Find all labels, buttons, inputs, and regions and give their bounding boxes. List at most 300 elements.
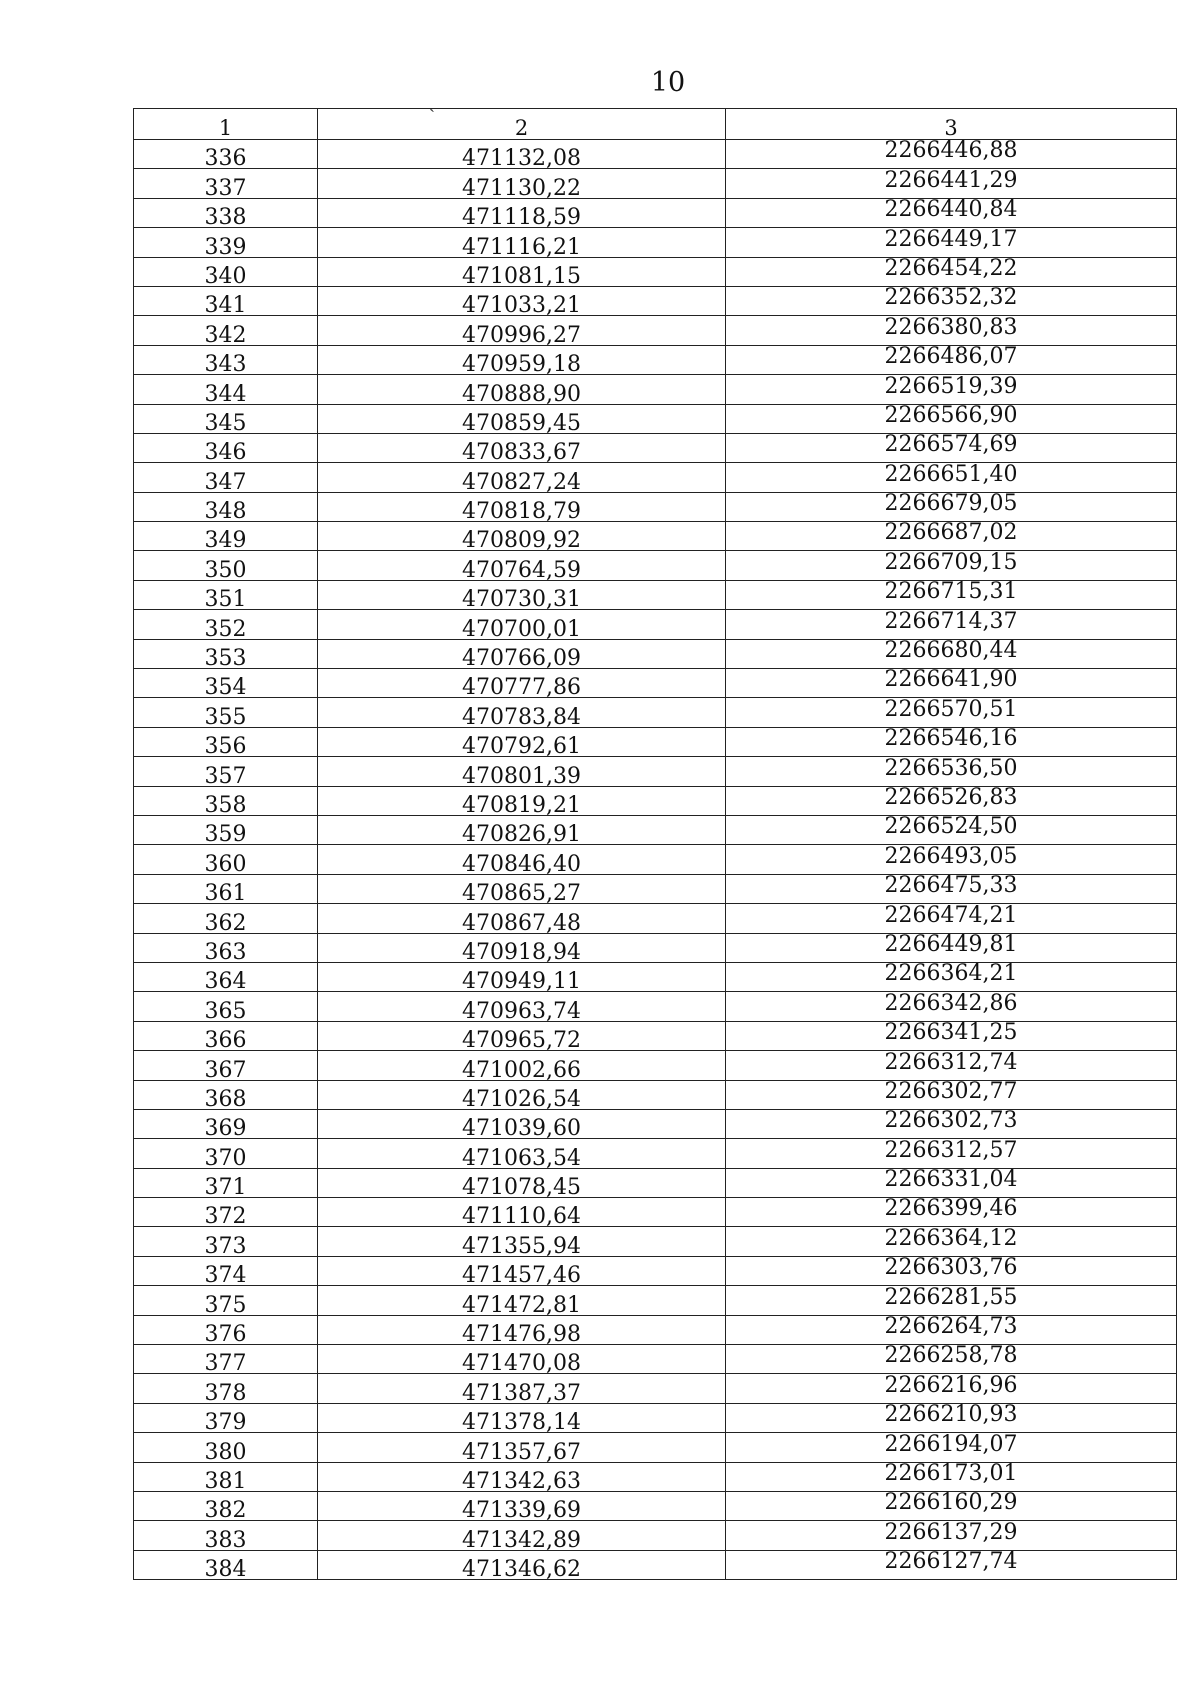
x-coordinate-value: 471063,54	[462, 1145, 581, 1169]
x-coordinate-cell	[318, 1080, 726, 1109]
point-number-cell	[134, 522, 318, 551]
x-coordinate-cell	[318, 522, 726, 551]
y-coordinate-value: 2266352,32	[884, 286, 1018, 311]
point-number-cell	[134, 433, 318, 462]
y-coordinate-cell	[726, 1315, 1177, 1344]
x-coordinate-cell	[318, 992, 726, 1021]
x-coordinate-cell	[318, 1374, 726, 1403]
point-number-cell	[134, 992, 318, 1021]
y-coordinate-value: 2266302,77	[884, 1080, 1018, 1104]
point-number-cell	[134, 1109, 318, 1138]
y-coordinate-cell	[726, 375, 1177, 404]
point-number-cell	[134, 904, 318, 933]
x-coordinate-value: 471346,62	[462, 1557, 581, 1580]
point-number-cell	[134, 874, 318, 903]
x-coordinate-value: 470859,45	[462, 410, 581, 434]
coordinates-table	[133, 108, 1177, 1580]
y-coordinate-value: 2266546,16	[884, 727, 1018, 752]
point-number-value: 343	[204, 352, 247, 375]
point-number-cell	[134, 1198, 318, 1227]
x-coordinate-value: 470865,27	[462, 881, 581, 904]
x-coordinate-cell	[318, 1550, 726, 1579]
y-coordinate-cell	[726, 1080, 1177, 1109]
y-coordinate-value: 2266312,57	[884, 1138, 1018, 1163]
table-row	[134, 1227, 1177, 1256]
x-coordinate-value: 470959,18	[462, 352, 581, 375]
y-coordinate-cell	[726, 140, 1177, 169]
point-number-cell	[134, 228, 318, 257]
table-row	[134, 286, 1177, 315]
point-number-cell	[134, 169, 318, 198]
x-coordinate-cell	[318, 698, 726, 727]
point-number-value: 376	[204, 1322, 247, 1345]
point-number-value: 361	[204, 881, 247, 904]
x-coordinate-cell	[318, 1139, 726, 1168]
y-coordinate-cell	[726, 1021, 1177, 1050]
point-number-value: 348	[204, 499, 247, 522]
y-coordinate-cell	[726, 1139, 1177, 1168]
table-row	[134, 962, 1177, 991]
point-number-value: 381	[204, 1468, 247, 1492]
y-coordinate-value: 2266519,39	[884, 374, 1018, 399]
table-row	[134, 316, 1177, 345]
y-coordinate-cell	[726, 228, 1177, 257]
y-coordinate-cell	[726, 933, 1177, 962]
y-coordinate-cell	[726, 845, 1177, 874]
x-coordinate-value: 471357,67	[462, 1439, 581, 1463]
x-coordinate-cell	[318, 257, 726, 286]
x-coordinate-value: 471387,37	[462, 1380, 581, 1404]
column-header-2: 2	[318, 109, 726, 140]
y-coordinate-cell	[726, 1403, 1177, 1432]
point-number-cell	[134, 1286, 318, 1315]
x-coordinate-cell	[318, 933, 726, 962]
point-number-cell	[134, 1462, 318, 1491]
table-row	[134, 1168, 1177, 1197]
table-row	[134, 1462, 1177, 1491]
point-number-cell	[134, 551, 318, 580]
point-number-value: 351	[204, 587, 247, 610]
y-coordinate-cell	[726, 1521, 1177, 1550]
table-row	[134, 228, 1177, 257]
point-number-cell	[134, 1139, 318, 1168]
y-coordinate-value: 2266160,29	[884, 1491, 1018, 1516]
table-row	[134, 815, 1177, 844]
x-coordinate-value: 470783,84	[462, 704, 581, 728]
y-coordinate-cell	[726, 433, 1177, 462]
point-number-value: 356	[204, 734, 247, 757]
y-coordinate-value: 2266127,74	[884, 1550, 1018, 1575]
y-coordinate-cell	[726, 580, 1177, 609]
point-number-value: 382	[204, 1498, 247, 1521]
point-number-value: 375	[204, 1292, 247, 1316]
x-coordinate-cell	[318, 345, 726, 374]
x-coordinate-cell	[318, 1256, 726, 1285]
point-number-cell	[134, 257, 318, 286]
table-row	[134, 169, 1177, 198]
point-number-cell	[134, 845, 318, 874]
table-row	[134, 345, 1177, 374]
point-number-value: 357	[204, 763, 247, 787]
table-row	[134, 492, 1177, 521]
y-coordinate-cell	[726, 904, 1177, 933]
x-coordinate-cell	[318, 1315, 726, 1344]
point-number-value: 362	[204, 910, 247, 934]
table-row	[134, 522, 1177, 551]
point-number-value: 369	[204, 1116, 247, 1139]
point-number-cell	[134, 757, 318, 786]
point-number-cell	[134, 727, 318, 756]
x-coordinate-cell	[318, 904, 726, 933]
x-coordinate-cell	[318, 580, 726, 609]
x-coordinate-cell	[318, 1021, 726, 1050]
point-number-value: 347	[204, 469, 247, 493]
x-coordinate-value: 470827,24	[462, 469, 581, 493]
x-coordinate-value: 471039,60	[462, 1116, 581, 1139]
table-row	[134, 1550, 1177, 1579]
x-coordinate-value: 471339,69	[462, 1498, 581, 1521]
table-row	[134, 1198, 1177, 1227]
point-number-cell	[134, 1080, 318, 1109]
y-coordinate-value: 2266364,12	[884, 1226, 1018, 1251]
table-row	[134, 257, 1177, 286]
point-number-value: 364	[204, 969, 247, 992]
y-coordinate-value: 2266651,40	[884, 462, 1018, 487]
point-number-cell	[134, 815, 318, 844]
point-number-value: 346	[204, 440, 247, 463]
x-coordinate-value: 470730,31	[462, 587, 581, 610]
table-row	[134, 669, 1177, 698]
table-row	[134, 904, 1177, 933]
point-number-value: 337	[204, 175, 247, 199]
x-coordinate-value: 470764,59	[462, 557, 581, 581]
point-number-cell	[134, 1433, 318, 1462]
table-row	[134, 786, 1177, 815]
point-number-value: 363	[204, 939, 247, 963]
x-coordinate-value: 470918,94	[462, 939, 581, 963]
x-coordinate-cell	[318, 1433, 726, 1462]
column-header-1: 1	[134, 109, 318, 140]
y-coordinate-value: 2266687,02	[884, 521, 1018, 546]
table-row	[134, 551, 1177, 580]
y-coordinate-value: 2266258,78	[884, 1344, 1018, 1369]
y-coordinate-value: 2266303,76	[884, 1256, 1018, 1281]
y-coordinate-cell	[726, 463, 1177, 492]
y-coordinate-value: 2266574,69	[884, 433, 1018, 458]
y-coordinate-value: 2266137,29	[884, 1520, 1018, 1545]
table-row	[134, 1403, 1177, 1432]
table-row	[134, 1080, 1177, 1109]
y-coordinate-cell	[726, 1168, 1177, 1197]
table-row	[134, 874, 1177, 903]
point-number-cell	[134, 1168, 318, 1197]
point-number-cell	[134, 286, 318, 315]
table-row	[134, 140, 1177, 169]
point-number-cell	[134, 1521, 318, 1550]
y-coordinate-value: 2266474,21	[884, 903, 1018, 928]
x-coordinate-cell	[318, 375, 726, 404]
x-coordinate-value: 471078,45	[462, 1175, 581, 1198]
table-row	[134, 580, 1177, 609]
y-coordinate-value: 2266449,81	[884, 933, 1018, 957]
x-coordinate-value: 471476,98	[462, 1322, 581, 1345]
x-coordinate-value: 470996,27	[462, 322, 581, 346]
y-coordinate-cell	[726, 522, 1177, 551]
y-coordinate-cell	[726, 286, 1177, 315]
x-coordinate-cell	[318, 198, 726, 227]
point-number-cell	[134, 1345, 318, 1374]
point-number-cell	[134, 316, 318, 345]
x-coordinate-cell	[318, 874, 726, 903]
x-coordinate-cell	[318, 669, 726, 698]
y-coordinate-cell	[726, 962, 1177, 991]
x-coordinate-cell	[318, 610, 726, 639]
point-number-cell	[134, 140, 318, 169]
point-number-cell	[134, 669, 318, 698]
y-coordinate-value: 2266536,50	[884, 756, 1018, 781]
x-coordinate-cell	[318, 1286, 726, 1315]
point-number-cell	[134, 375, 318, 404]
y-coordinate-cell	[726, 1433, 1177, 1462]
point-number-value: 353	[204, 646, 247, 669]
point-number-value: 358	[204, 792, 247, 816]
y-coordinate-value: 2266454,22	[884, 257, 1018, 281]
y-coordinate-cell	[726, 639, 1177, 668]
y-coordinate-value: 2266679,05	[884, 492, 1018, 517]
x-coordinate-value: 471457,46	[462, 1263, 581, 1286]
table-row	[134, 1286, 1177, 1315]
x-coordinate-cell	[318, 492, 726, 521]
y-coordinate-value: 2266493,05	[884, 844, 1018, 869]
table-row	[134, 727, 1177, 756]
x-coordinate-cell	[318, 433, 726, 462]
x-coordinate-value: 470846,40	[462, 851, 581, 875]
x-coordinate-cell	[318, 1198, 726, 1227]
y-coordinate-value: 2266566,90	[884, 404, 1018, 428]
y-coordinate-cell	[726, 1051, 1177, 1080]
point-number-value: 366	[204, 1028, 247, 1051]
point-number-cell	[134, 933, 318, 962]
x-coordinate-cell	[318, 1521, 726, 1550]
x-coordinate-value: 471118,59	[462, 205, 581, 228]
y-coordinate-cell	[726, 404, 1177, 433]
y-coordinate-value: 2266264,73	[884, 1315, 1018, 1340]
y-coordinate-value: 2266364,21	[884, 962, 1018, 987]
point-number-value: 349	[204, 528, 247, 551]
x-coordinate-cell	[318, 463, 726, 492]
x-coordinate-value: 470963,74	[462, 998, 581, 1022]
point-number-value: 345	[204, 410, 247, 434]
y-coordinate-value: 2266216,96	[884, 1373, 1018, 1398]
y-coordinate-value: 2266570,51	[884, 697, 1018, 722]
point-number-value: 370	[204, 1145, 247, 1169]
x-coordinate-value: 471130,22	[462, 175, 581, 199]
y-coordinate-cell	[726, 992, 1177, 1021]
y-coordinate-cell	[726, 1256, 1177, 1285]
x-coordinate-cell	[318, 962, 726, 991]
point-number-cell	[134, 1021, 318, 1050]
point-number-cell	[134, 1374, 318, 1403]
point-number-value: 355	[204, 704, 247, 728]
x-coordinate-value: 471470,08	[462, 1351, 581, 1374]
x-coordinate-value: 470965,72	[462, 1028, 581, 1051]
x-coordinate-cell	[318, 1403, 726, 1432]
point-number-value: 384	[204, 1557, 247, 1580]
point-number-value: 383	[204, 1527, 247, 1551]
x-coordinate-cell	[318, 551, 726, 580]
y-coordinate-value: 2266380,83	[884, 315, 1018, 340]
x-coordinate-value: 470801,39	[462, 763, 581, 787]
table-row	[134, 1491, 1177, 1520]
y-coordinate-cell	[726, 198, 1177, 227]
table-row	[134, 1256, 1177, 1285]
y-coordinate-value: 2266524,50	[884, 815, 1018, 840]
y-coordinate-value: 2266194,07	[884, 1432, 1018, 1457]
x-coordinate-value: 471355,94	[462, 1233, 581, 1257]
point-number-cell	[134, 786, 318, 815]
x-coordinate-cell	[318, 786, 726, 815]
x-coordinate-value: 470833,67	[462, 440, 581, 463]
table-row	[134, 1021, 1177, 1050]
y-coordinate-cell	[726, 1198, 1177, 1227]
y-coordinate-cell	[726, 1374, 1177, 1403]
y-coordinate-cell	[726, 610, 1177, 639]
y-coordinate-value: 2266312,74	[884, 1050, 1018, 1075]
table-row	[134, 433, 1177, 462]
x-coordinate-cell	[318, 1491, 726, 1520]
x-coordinate-value: 471116,21	[462, 234, 581, 258]
point-number-value: 350	[204, 557, 247, 581]
point-number-cell	[134, 639, 318, 668]
table-row	[134, 933, 1177, 962]
point-number-cell	[134, 1403, 318, 1432]
point-number-cell	[134, 345, 318, 374]
point-number-cell	[134, 580, 318, 609]
y-coordinate-cell	[726, 786, 1177, 815]
x-coordinate-value: 471342,63	[462, 1468, 581, 1492]
x-coordinate-cell	[318, 639, 726, 668]
x-coordinate-cell	[318, 140, 726, 169]
x-coordinate-cell	[318, 757, 726, 786]
point-number-value: 377	[204, 1351, 247, 1374]
y-coordinate-value: 2266446,88	[884, 139, 1018, 164]
y-coordinate-cell	[726, 669, 1177, 698]
point-number-value: 359	[204, 822, 247, 845]
y-coordinate-cell	[726, 1491, 1177, 1520]
table-row	[134, 639, 1177, 668]
point-number-value: 336	[204, 146, 247, 169]
y-coordinate-value: 2266475,33	[884, 874, 1018, 899]
point-number-value: 373	[204, 1233, 247, 1257]
x-coordinate-value: 470819,21	[462, 792, 581, 816]
y-coordinate-value: 2266641,90	[884, 668, 1018, 693]
point-number-cell	[134, 1315, 318, 1344]
x-coordinate-value: 471378,14	[462, 1410, 581, 1433]
point-number-value: 338	[204, 205, 247, 228]
point-number-cell	[134, 610, 318, 639]
table-row	[134, 1051, 1177, 1080]
y-coordinate-value: 2266281,55	[884, 1285, 1018, 1310]
table-row	[134, 1139, 1177, 1168]
point-number-cell	[134, 1256, 318, 1285]
y-coordinate-cell	[726, 345, 1177, 374]
point-number-value: 342	[204, 322, 247, 346]
y-coordinate-value: 2266210,93	[884, 1403, 1018, 1428]
point-number-cell	[134, 1491, 318, 1520]
y-coordinate-cell	[726, 551, 1177, 580]
table-row	[134, 698, 1177, 727]
table-row	[134, 404, 1177, 433]
point-number-cell	[134, 698, 318, 727]
y-coordinate-value: 2266440,84	[884, 198, 1018, 223]
column-header-3: 3	[726, 109, 1177, 140]
y-coordinate-cell	[726, 492, 1177, 521]
y-coordinate-cell	[726, 1550, 1177, 1579]
table-row	[134, 1345, 1177, 1374]
y-coordinate-cell	[726, 1462, 1177, 1491]
point-number-value: 380	[204, 1439, 247, 1463]
x-coordinate-cell	[318, 1227, 726, 1256]
point-number-cell	[134, 404, 318, 433]
y-coordinate-cell	[726, 316, 1177, 345]
y-coordinate-cell	[726, 727, 1177, 756]
x-coordinate-cell	[318, 1168, 726, 1197]
point-number-value: 368	[204, 1086, 247, 1110]
x-coordinate-value: 470888,90	[462, 381, 581, 405]
point-number-value: 379	[204, 1410, 247, 1433]
y-coordinate-cell	[726, 698, 1177, 727]
table-header-row	[134, 109, 1177, 140]
point-number-cell	[134, 463, 318, 492]
x-coordinate-cell	[318, 815, 726, 844]
x-coordinate-value: 470766,09	[462, 646, 581, 669]
table-row	[134, 845, 1177, 874]
point-number-cell	[134, 198, 318, 227]
point-number-value: 354	[204, 675, 247, 698]
table-row	[134, 198, 1177, 227]
point-number-cell	[134, 1550, 318, 1579]
table-body	[134, 140, 1177, 1580]
y-coordinate-cell	[726, 1109, 1177, 1138]
point-number-value: 360	[204, 851, 247, 875]
y-coordinate-value: 2266526,83	[884, 786, 1018, 810]
x-coordinate-value: 471002,66	[462, 1057, 581, 1080]
x-coordinate-value: 471132,08	[462, 146, 581, 169]
y-coordinate-value: 2266331,04	[884, 1168, 1018, 1193]
x-coordinate-value: 471081,15	[462, 263, 581, 287]
x-coordinate-value: 470777,86	[462, 675, 581, 698]
y-coordinate-value: 2266441,29	[884, 168, 1018, 193]
x-coordinate-value: 470792,61	[462, 734, 581, 757]
y-coordinate-value: 2266399,46	[884, 1197, 1018, 1222]
table-row	[134, 463, 1177, 492]
x-coordinate-cell	[318, 1051, 726, 1080]
point-number-cell	[134, 1051, 318, 1080]
y-coordinate-cell	[726, 874, 1177, 903]
x-coordinate-value: 470826,91	[462, 822, 581, 845]
point-number-value: 344	[204, 381, 247, 405]
point-number-cell	[134, 962, 318, 991]
y-coordinate-value: 2266709,15	[884, 550, 1018, 575]
y-coordinate-value: 2266449,17	[884, 227, 1018, 252]
scan-mark: ˏ	[429, 92, 435, 113]
x-coordinate-cell	[318, 169, 726, 198]
point-number-value: 367	[204, 1057, 247, 1080]
x-coordinate-value: 471033,21	[462, 293, 581, 316]
point-number-value: 374	[204, 1263, 247, 1286]
x-coordinate-value: 470818,79	[462, 499, 581, 522]
x-coordinate-cell	[318, 404, 726, 433]
